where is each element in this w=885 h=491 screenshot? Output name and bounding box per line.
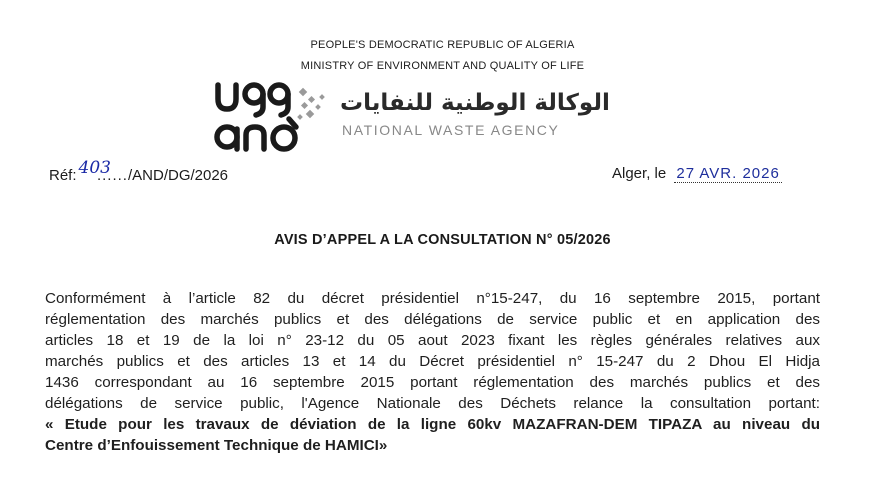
reference-dots: ...... xyxy=(96,167,128,184)
document-title: AVIS D’APPEL A LA CONSULTATION N° 05/2026 xyxy=(274,232,611,248)
reference-handwritten-number: 403 xyxy=(78,158,111,178)
body-line: délégations de service public, l'Agence Nationale des Déchets relance la consultation portant: xyxy=(45,395,820,412)
consultation-subject-line: « Etude pour les travaux de déviation de la ligne 60kv MAZAFRAN-DEM TIPAZA au niveau du xyxy=(45,416,820,433)
date-stamp: 27 AVR. 2026 xyxy=(676,165,780,182)
country-header: PEOPLE'S DEMOCRATIC REPUBLIC OF ALGERIA xyxy=(310,39,575,51)
date-prefix: Alger, le xyxy=(612,165,667,182)
body-line: 1436 correspondant au 16 septembre 2015 portant réglementation des marchés publics et des xyxy=(45,374,820,391)
reference-number xyxy=(49,158,229,185)
document-date xyxy=(612,165,782,182)
agency-name-english: NATIONAL WASTE AGENCY xyxy=(342,122,560,138)
and-logo-icon xyxy=(212,79,332,159)
agency-name-arabic: الوكالة الوطنية للنفايات xyxy=(340,90,610,116)
body-line: marchés publics et des articles 13 et 14 du Décret présidentiel n° 15-247 du 2 Dhou El Hidja xyxy=(45,353,820,370)
ministry-header: MINISTRY OF ENVIRONMENT AND QUALITY OF LIFE xyxy=(300,60,585,72)
body-line: articles 18 et 19 de la loi n° 23-12 du 05 aout 2023 fixant les règles générales relatives aux xyxy=(45,332,820,349)
body-line: Conformément à l’article 82 du décret présidentiel n°15-247, du 16 septembre 2015, portant xyxy=(45,290,820,307)
body-line: réglementation des marchés publics et des délégations de service public et en application des xyxy=(45,311,820,328)
consultation-subject-line: Centre d’Enfouissement Technique de HAMICI» xyxy=(45,437,388,454)
reference-suffix: /AND/DG/2026 xyxy=(127,167,229,184)
reference-prefix: Réf: xyxy=(49,167,77,184)
